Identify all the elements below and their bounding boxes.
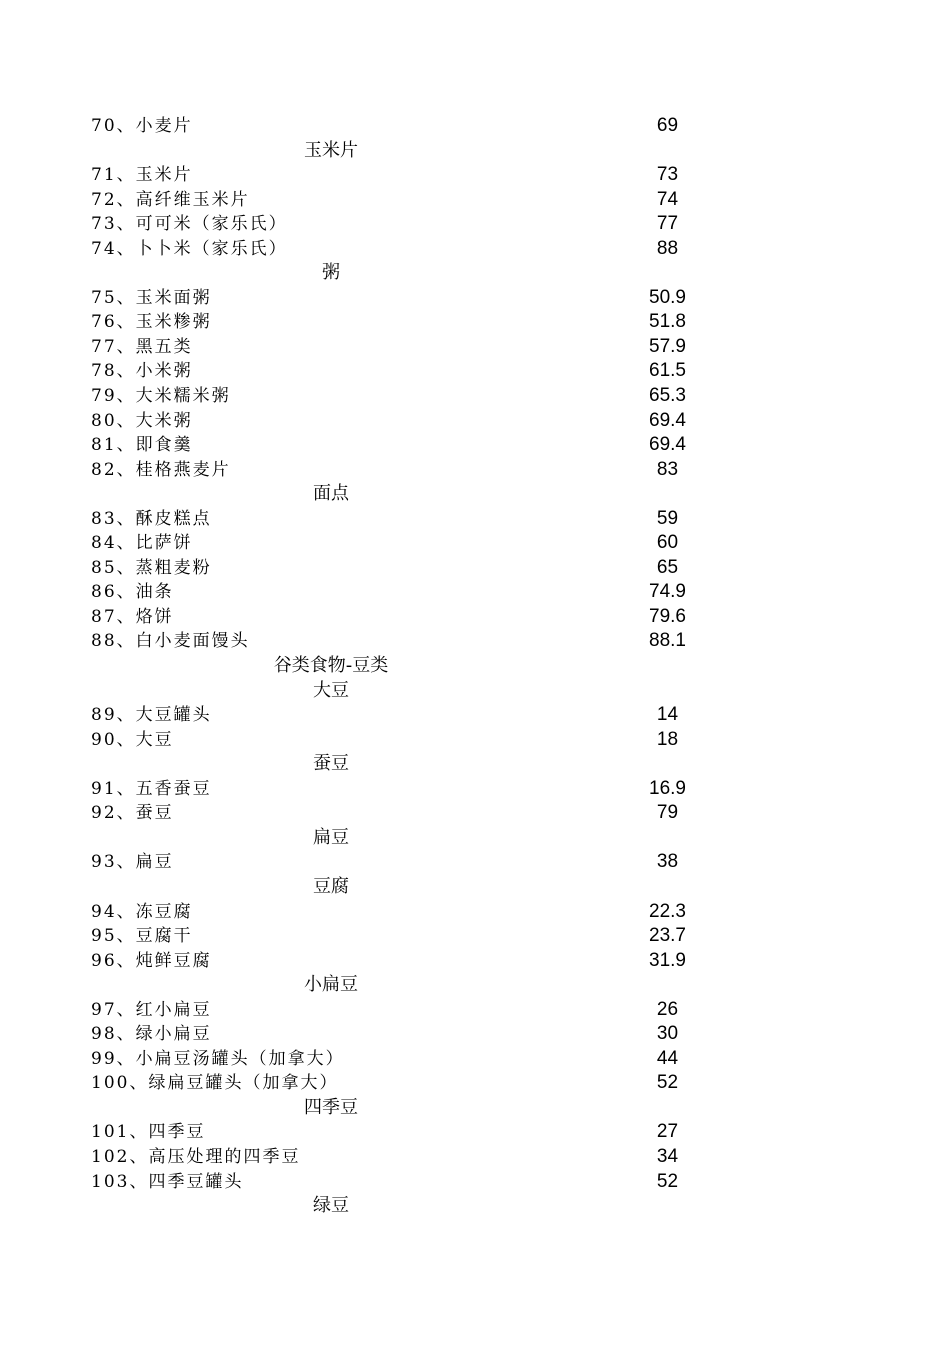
section-heading: 豆腐 <box>313 875 349 897</box>
food-item-row <box>0 114 950 139</box>
food-item-row <box>0 703 950 728</box>
food-item-row <box>0 924 950 949</box>
food-item-name: 99、小扁豆汤罐头（加拿大） <box>91 1048 345 1069</box>
section-heading: 扁豆 <box>313 826 349 848</box>
food-item-name: 86、油条 <box>91 582 174 603</box>
food-item-value: 61.5 <box>649 360 686 382</box>
food-item-row <box>0 1071 950 1096</box>
food-item-value: 69.4 <box>649 409 686 431</box>
food-item-row <box>0 286 950 311</box>
food-item-value: 51.8 <box>649 311 686 333</box>
food-item-value: 88 <box>656 237 679 259</box>
section-heading-row <box>0 679 950 704</box>
food-item-value: 22.3 <box>649 900 686 922</box>
food-item-row <box>0 605 950 630</box>
food-item-row <box>0 359 950 384</box>
food-item-row <box>0 531 950 556</box>
food-item-value: 77 <box>656 213 679 235</box>
food-item-value: 57.9 <box>649 335 686 357</box>
section-heading-row <box>0 875 950 900</box>
food-item-row <box>0 629 950 654</box>
section-heading-row <box>0 752 950 777</box>
food-item-name: 79、大米糯米粥 <box>91 386 231 407</box>
food-item-name: 72、高纤维玉米片 <box>91 189 250 210</box>
food-item-name: 90、大豆 <box>91 729 174 750</box>
food-item-name: 101、四季豆 <box>91 1122 206 1143</box>
food-item-value: 52 <box>656 1072 679 1094</box>
food-item-name: 84、比萨饼 <box>91 533 193 554</box>
food-item-name: 102、高压处理的四季豆 <box>91 1146 301 1167</box>
food-item-value: 74 <box>656 188 679 210</box>
food-item-value: 74.9 <box>649 581 686 603</box>
food-item-row <box>0 188 950 213</box>
food-item-value: 73 <box>656 164 679 186</box>
food-item-value: 31.9 <box>649 949 686 971</box>
food-item-row <box>0 777 950 802</box>
food-item-value: 16.9 <box>649 777 686 799</box>
food-item-row <box>0 556 950 581</box>
food-item-name: 82、桂格燕麦片 <box>91 459 231 480</box>
food-item-name: 103、四季豆罐头 <box>91 1171 244 1192</box>
section-heading-row <box>0 139 950 164</box>
food-item-name: 94、冻豆腐 <box>91 901 193 922</box>
food-item-value: 88.1 <box>649 630 686 652</box>
section-heading: 粥 <box>322 262 340 284</box>
food-item-value: 79 <box>656 802 679 824</box>
section-heading-row <box>0 654 950 679</box>
food-item-row <box>0 1022 950 1047</box>
food-item-row <box>0 998 950 1023</box>
section-heading: 玉米片 <box>304 139 358 161</box>
food-item-row <box>0 1120 950 1145</box>
food-item-value: 44 <box>656 1047 679 1069</box>
section-heading-row <box>0 973 950 998</box>
food-item-name: 80、大米粥 <box>91 410 193 431</box>
section-heading-row <box>0 261 950 286</box>
food-item-row <box>0 335 950 360</box>
food-item-value: 83 <box>656 458 679 480</box>
food-item-row <box>0 310 950 335</box>
food-item-row <box>0 212 950 237</box>
food-item-name: 76、玉米糁粥 <box>91 312 212 333</box>
food-item-name: 70、小麦片 <box>91 116 193 136</box>
food-item-row <box>0 409 950 434</box>
food-item-name: 87、烙饼 <box>91 606 174 627</box>
section-heading-row <box>0 482 950 507</box>
food-item-name: 88、白小麦面馒头 <box>91 631 250 652</box>
food-item-name: 100、绿扁豆罐头（加拿大） <box>91 1073 339 1094</box>
food-item-value: 38 <box>656 851 679 873</box>
section-heading: 小扁豆 <box>304 974 358 996</box>
food-item-name: 85、蒸粗麦粉 <box>91 557 212 578</box>
section-heading-row <box>0 1194 950 1219</box>
section-heading: 大豆 <box>313 679 349 701</box>
food-item-value: 79.6 <box>649 605 686 627</box>
section-heading: 蚕豆 <box>313 753 349 775</box>
food-item-name: 89、大豆罐头 <box>91 705 212 726</box>
food-item-value: 14 <box>656 704 679 726</box>
food-item-row <box>0 507 950 532</box>
food-item-row <box>0 1145 950 1170</box>
food-item-name: 98、绿小扁豆 <box>91 1024 212 1045</box>
food-item-value: 30 <box>656 1023 679 1045</box>
food-item-row <box>0 384 950 409</box>
section-heading: 绿豆 <box>313 1195 349 1217</box>
food-item-name: 92、蚕豆 <box>91 803 174 824</box>
food-item-value: 60 <box>656 532 679 554</box>
food-item-row <box>0 580 950 605</box>
food-item-name: 83、酥皮糕点 <box>91 508 212 529</box>
food-item-name: 78、小米粥 <box>91 361 193 382</box>
food-item-name: 96、炖鲜豆腐 <box>91 950 212 971</box>
food-item-value: 23.7 <box>649 925 686 947</box>
food-item-value: 34 <box>656 1145 679 1167</box>
section-heading: 四季豆 <box>304 1096 358 1118</box>
food-item-name: 81、即食羹 <box>91 435 193 456</box>
food-item-value: 26 <box>656 998 679 1020</box>
food-item-value: 27 <box>656 1121 679 1143</box>
food-item-row <box>0 949 950 974</box>
food-item-value: 65.3 <box>649 385 686 407</box>
section-heading: 谷类食物-豆类 <box>273 655 389 677</box>
food-item-row <box>0 801 950 826</box>
food-value-list <box>0 114 950 1219</box>
food-item-name: 95、豆腐干 <box>91 926 193 947</box>
food-item-value: 59 <box>656 507 679 529</box>
food-item-row <box>0 1170 950 1195</box>
food-item-row <box>0 900 950 925</box>
food-item-name: 97、红小扁豆 <box>91 999 212 1020</box>
food-item-name: 73、可可米（家乐氏） <box>91 214 288 235</box>
section-heading-row <box>0 826 950 851</box>
food-item-row <box>0 850 950 875</box>
food-item-row <box>0 433 950 458</box>
food-item-name: 71、玉米片 <box>91 165 193 186</box>
food-item-value: 69.4 <box>649 434 686 456</box>
food-item-value: 18 <box>656 728 679 750</box>
food-item-name: 77、黑五类 <box>91 336 193 357</box>
food-item-name: 75、玉米面粥 <box>91 287 212 308</box>
food-item-name: 93、扁豆 <box>91 852 174 873</box>
food-item-row <box>0 163 950 188</box>
food-item-value: 69 <box>656 115 679 136</box>
food-item-row <box>0 237 950 262</box>
food-item-name: 74、卜卜米（家乐氏） <box>91 238 288 259</box>
section-heading: 面点 <box>313 483 349 505</box>
food-item-value: 52 <box>656 1170 679 1192</box>
section-heading-row <box>0 1096 950 1121</box>
food-item-value: 65 <box>656 556 679 578</box>
food-item-row <box>0 458 950 483</box>
food-item-name: 91、五香蚕豆 <box>91 778 212 799</box>
food-item-row <box>0 728 950 753</box>
food-item-value: 50.9 <box>649 286 686 308</box>
food-item-row <box>0 1047 950 1072</box>
